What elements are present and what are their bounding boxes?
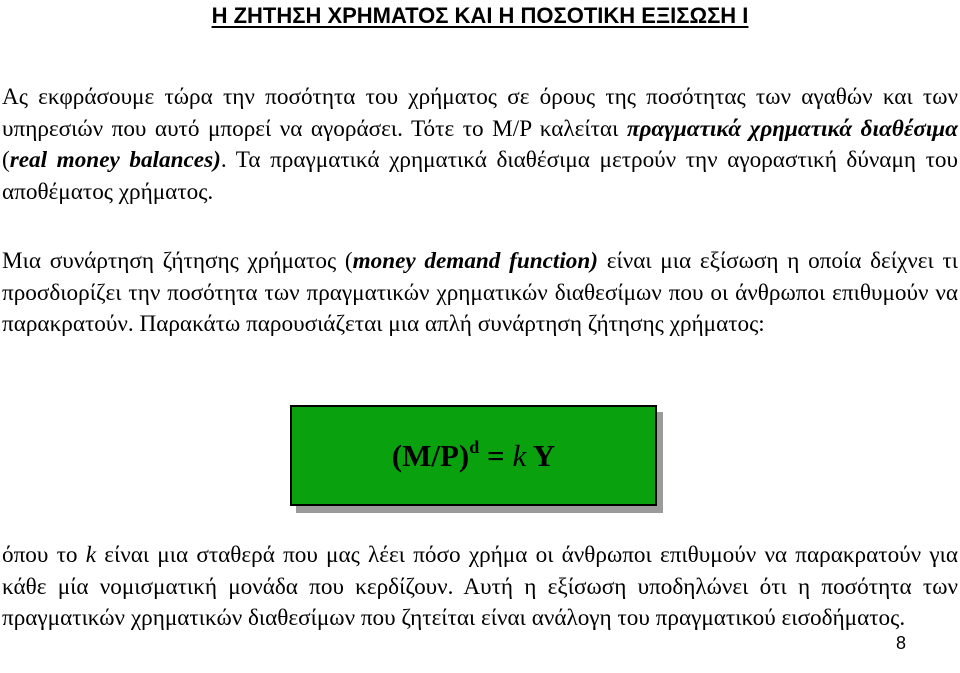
k-variable: k — [85, 542, 97, 568]
formula-box — [290, 405, 657, 506]
term-english: money demand function) — [352, 248, 599, 274]
term-english: real money balances) — [9, 147, 221, 173]
paragraph-text: είναι μια εξίσωση η οποία δείχνει τι προσδιορίζει την ποσότητα των πραγματικών χρηματικών διαθεσίμων που οι άνθρωποι επιθυμούν να παρακρατούν. Παρακάτω παρουσιάζεται μια απλή συνάρτηση ζήτησης χρήματος: — [2, 248, 959, 337]
paragraph-text: Ας εκφράσουμε τώρα την ποσότητα του χρήματος σε όρους της ποσότητας των αγαθών και των υπηρεσιών που αυτό μπορεί να αγοράσει. Τότε το M/P καλείται — [2, 84, 958, 142]
formula-equals: = — [479, 437, 513, 473]
formula-rhs: Y — [526, 437, 556, 473]
money-demand-formula — [392, 438, 555, 474]
page-title: Η ΖΗΤΗΣΗ ΧΡΗΜΑΤΟΣ ΚΑΙ Η ΠΟΣΟΤΙΚΗ ΕΞΙΣΩΣΗ Ι — [211, 3, 749, 28]
paragraph-text: είναι μια σταθερά που μας λέει πόσο χρήμα οι άνθρωποι επιθυμούν να παρακρατούν για κάθε μία νομισματική μονάδα που κερδίζουν. Αυτή η εξίσωση υποδηλώνει ότι η ποσότητα των πραγματικών χρηματικών διαθεσίμων που ζητείται είναι ανάλογη του πραγματικού εισοδήματος. — [2, 542, 958, 631]
paragraph-text: . Τα πραγματικά χρηματικά διαθέσιμα μετρούν την αγοραστική δύναμη του αποθέματος χρήματος. — [2, 147, 958, 205]
formula-superscript: d — [469, 436, 480, 457]
paragraph-money-demand-function — [2, 246, 958, 341]
paragraph-text: όπου το — [2, 542, 86, 568]
paragraph-k-constant — [2, 540, 958, 635]
paragraph-real-money-balances — [2, 82, 958, 208]
formula-k: k — [512, 437, 527, 473]
term-greek: πραγματικά χρηματικά διαθέσιμα — [626, 115, 958, 142]
formula-lhs: (M/P) — [391, 437, 470, 473]
paragraph-text: Μια συνάρτηση ζήτησης χρήματος ( — [2, 248, 353, 274]
paragraph-text: ( — [2, 147, 10, 173]
page-number: 8 — [896, 633, 907, 653]
